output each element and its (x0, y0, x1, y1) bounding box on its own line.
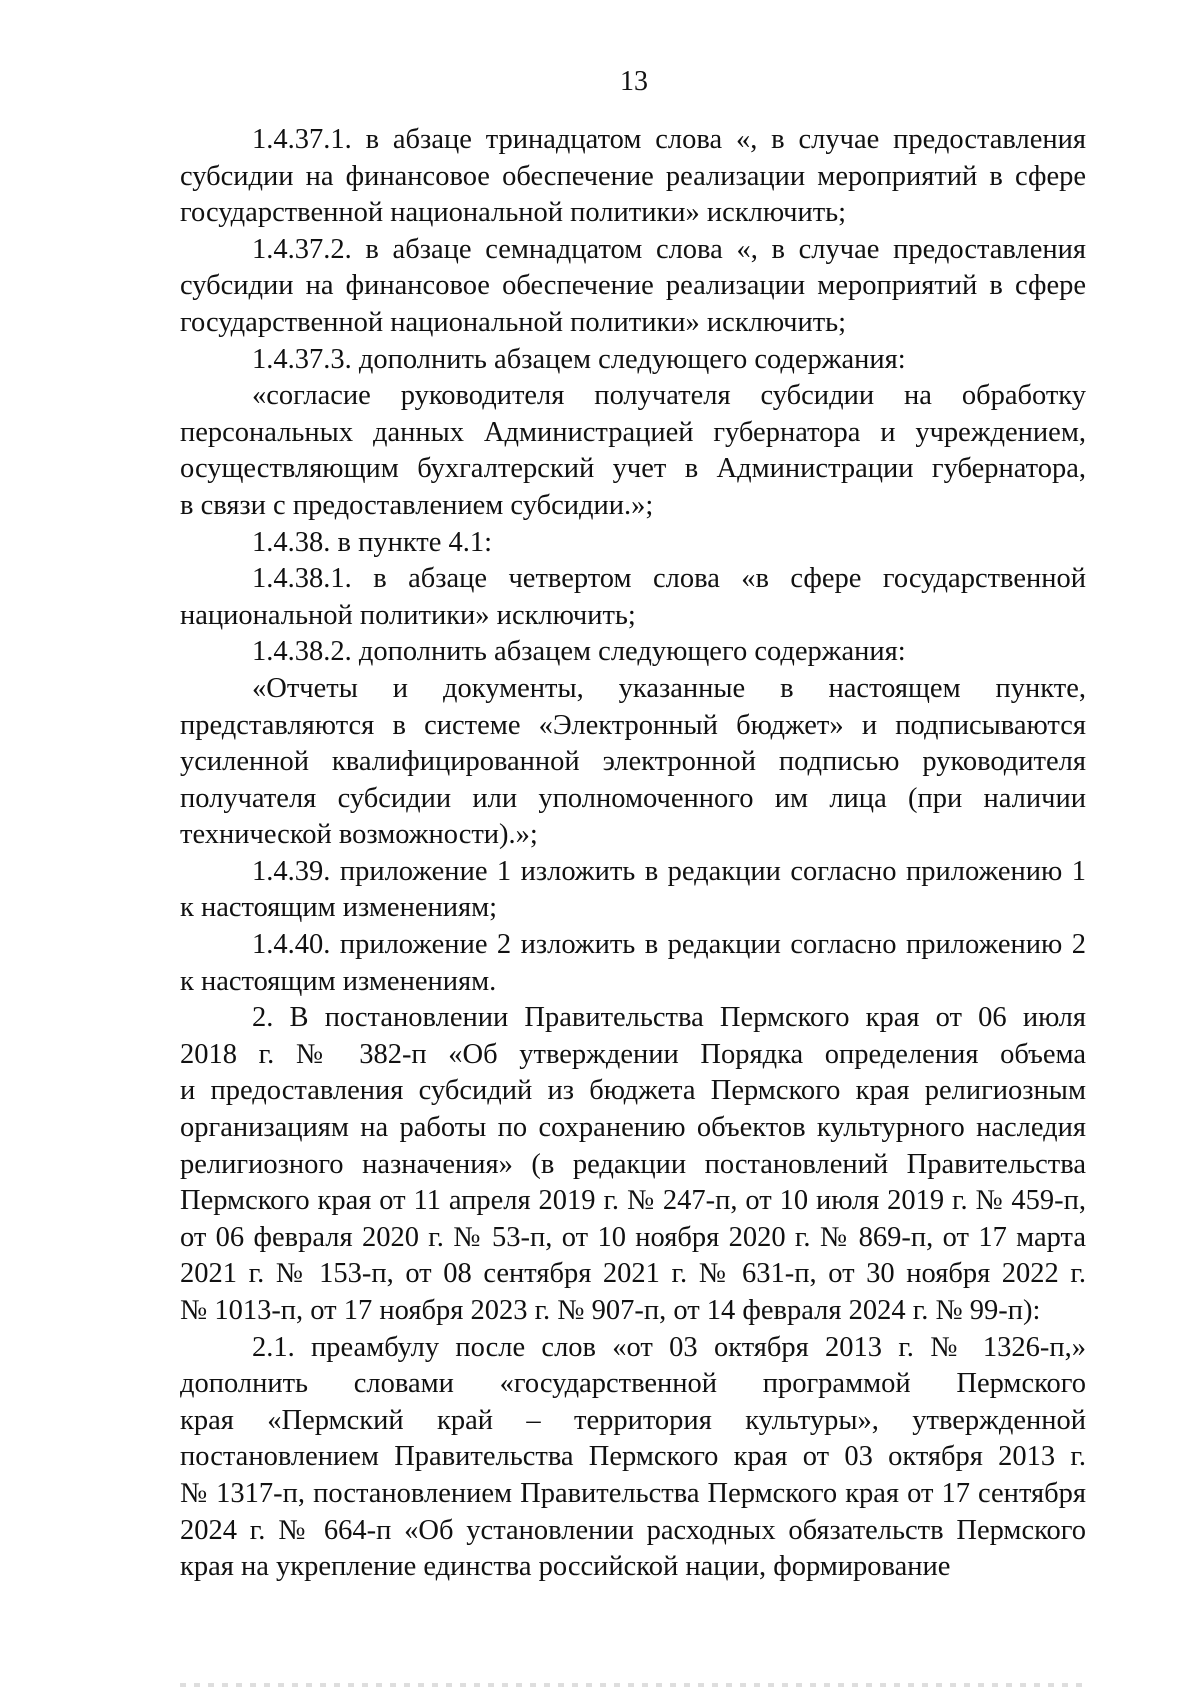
text-line: 1.4.38. в пункте 4.1: (252, 526, 493, 558)
text-line: 1.4.37.3. дополнить абзацем следующего содержания: (252, 343, 906, 375)
text-line: постановлением Правительства Пермского края от 03 октября 2013 г. (180, 1441, 1086, 1473)
text-line: 2018 г. № 382-п «Об утверждении Порядка определения объема (180, 1038, 1086, 1070)
text-line: осуществляющим бухгалтерский учет в Администрации губернатора, (180, 453, 1086, 485)
page-number: 13 (620, 66, 648, 97)
text-line: 1.4.37.2. в абзаце семнадцатом слова «, в случае предоставления (252, 233, 1086, 265)
text-line: № 1013-п, от 17 ноября 2023 г. № 907-п, от 14 февраля 2024 г. № 99-п): (180, 1295, 1041, 1326)
text-line: дополнить словами «государственной программой Пермского (180, 1368, 1086, 1400)
text-line: «согласие руководителя получателя субсидии на обработку (252, 380, 1086, 412)
text-line: 2021 г. № 153-п, от 08 сентября 2021 г. № 631-п, от 30 ноября 2022 г. (180, 1258, 1086, 1290)
text-line: № 1317-п, постановлением Правительства Пермского края от 17 сентября (180, 1477, 1086, 1509)
paragraph (180, 671, 1086, 854)
document-body (180, 122, 1086, 1586)
paragraph (180, 378, 1086, 524)
text-line: усиленной квалифицированной электронной подписью руководителя (180, 746, 1086, 778)
paragraph (180, 122, 1086, 232)
text-line: получателя субсидии или уполномоченного им лица (при наличии (180, 782, 1086, 814)
text-line: 1.4.37.1. в абзаце тринадцатом слова «, в случае предоставления (252, 124, 1086, 155)
text-line: государственной национальной политики» исключить; (180, 197, 847, 229)
text-line: «Отчеты и документы, указанные в настоящем пункте, (252, 672, 1086, 704)
paragraph (180, 634, 1086, 671)
paragraph (180, 854, 1086, 927)
paragraph (180, 1000, 1086, 1329)
text-line: 1.4.40. приложение 2 изложить в редакции согласно приложению 2 (252, 929, 1086, 961)
text-line: субсидии на финансовое обеспечение реализации мероприятий в сфере (180, 270, 1086, 302)
paragraph (180, 525, 1086, 562)
text-line: национальной политики» исключить; (180, 599, 636, 631)
paragraph (180, 232, 1086, 342)
paragraph (180, 561, 1086, 634)
text-line: от 06 февраля 2020 г. № 53-п, от 10 ноября 2020 г. № 869-п, от 17 марта (180, 1221, 1086, 1253)
text-line: в связи с предоставлением субсидии.»; (180, 489, 654, 521)
text-line: края на укрепление единства российской нации, формирование (180, 1551, 951, 1583)
text-line: представляются в системе «Электронный бюджет» и подписываются (180, 709, 1086, 741)
paragraph (180, 927, 1086, 1000)
text-line: 2.1. преамбулу после слов «от 03 октября 2013 г. № 1326-п,» (252, 1331, 1086, 1363)
text-line: 1.4.39. приложение 1 изложить в редакции согласно приложению 1 (252, 855, 1086, 887)
text-line: 1.4.38.1. в абзаце четвертом слова «в сфере государственной (252, 563, 1086, 595)
text-line: 2. В постановлении Правительства Пермского края от 06 июля (252, 1002, 1086, 1034)
text-line: Пермского края от 11 апреля 2019 г. № 247-п, от 10 июля 2019 г. № 459-п, (180, 1185, 1086, 1217)
text-line: религиозного назначения» (в редакции постановлений Правительства (180, 1148, 1086, 1180)
scan-edge-artifact (180, 1683, 1086, 1687)
text-line: и предоставления субсидий из бюджета Пермского края религиозным (180, 1075, 1086, 1107)
text-line: 1.4.38.2. дополнить абзацем следующего содержания: (252, 636, 906, 668)
text-line: края «Пермский край – территория культуры», утвержденной (180, 1404, 1086, 1436)
text-line: 2024 г. № 664-п «Об установлении расходных обязательств Пермского (180, 1514, 1086, 1546)
text-line: организациям на работы по сохранению объектов культурного наследия (180, 1112, 1086, 1144)
text-line: субсидии на финансовое обеспечение реализации мероприятий в сфере (180, 160, 1086, 192)
text-line: персональных данных Администрацией губернатора и учреждением, (180, 416, 1086, 448)
text-line: государственной национальной политики» исключить; (180, 306, 847, 338)
paragraph (180, 342, 1086, 379)
paragraph (180, 1330, 1086, 1586)
text-line: технической возможности).»; (180, 819, 538, 851)
text-line: к настоящим изменениям; (180, 892, 498, 924)
text-line: к настоящим изменениям. (180, 965, 497, 997)
